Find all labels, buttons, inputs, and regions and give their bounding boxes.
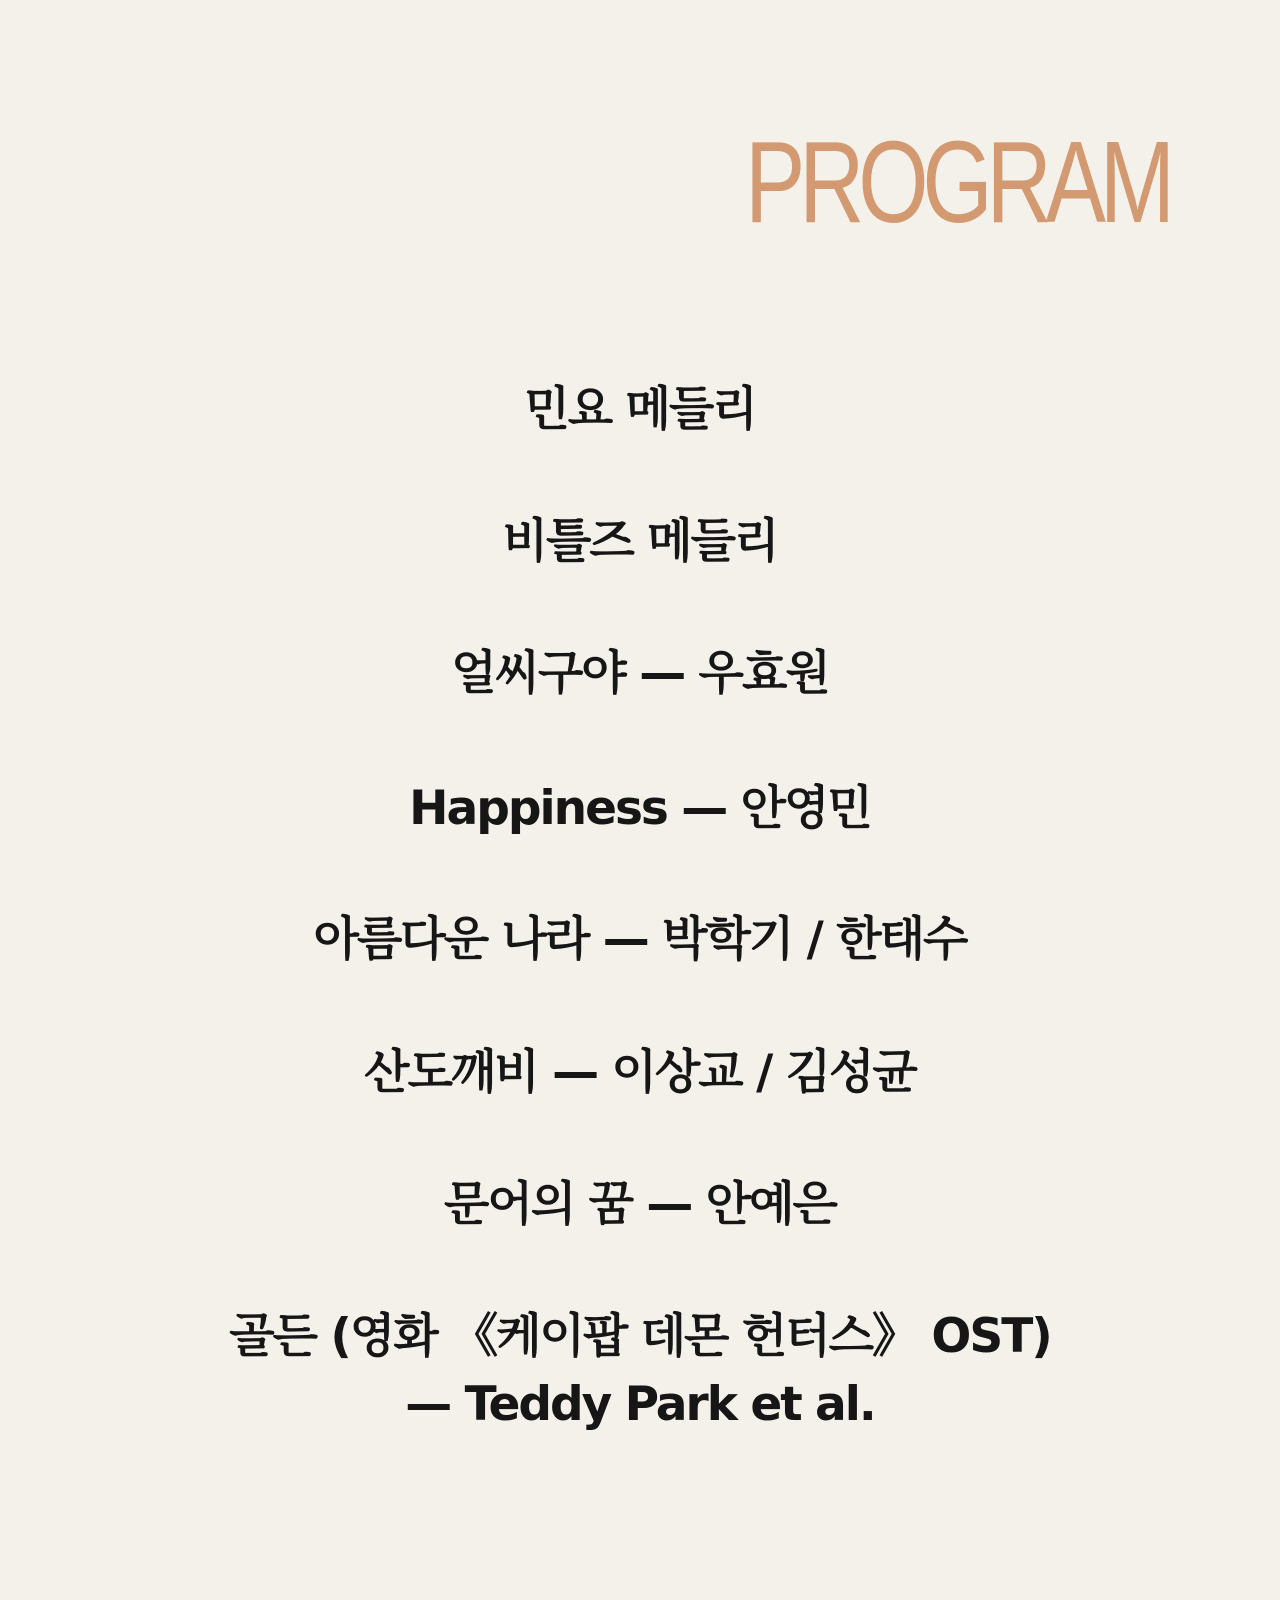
- program-item-octopus-dream: 문어의 꿈 — 안예은: [444, 1177, 836, 1232]
- program-item-happiness: Happiness — 안영민: [409, 781, 871, 836]
- program-item-beatles-medley: 비틀즈 메들리: [502, 514, 778, 569]
- program-item-golden: 골든 (영화 《케이팝 데몬 헌터스》 OST): [229, 1309, 1051, 1364]
- program-item-golden-composer: — Teddy Park et al.: [405, 1377, 875, 1432]
- program-item-folk-medley: 민요 메들리: [524, 382, 756, 437]
- program-item-mountain-goblin: 산도깨비 — 이상교 / 김성균: [364, 1045, 916, 1100]
- program-item-beautiful-country: 아름다운 나라 — 박학기 / 한태수: [313, 912, 967, 967]
- program-title: PROGRAM: [745, 117, 1169, 247]
- program-item-eolssiguya: 얼씨구야 — 우효원: [451, 646, 829, 701]
